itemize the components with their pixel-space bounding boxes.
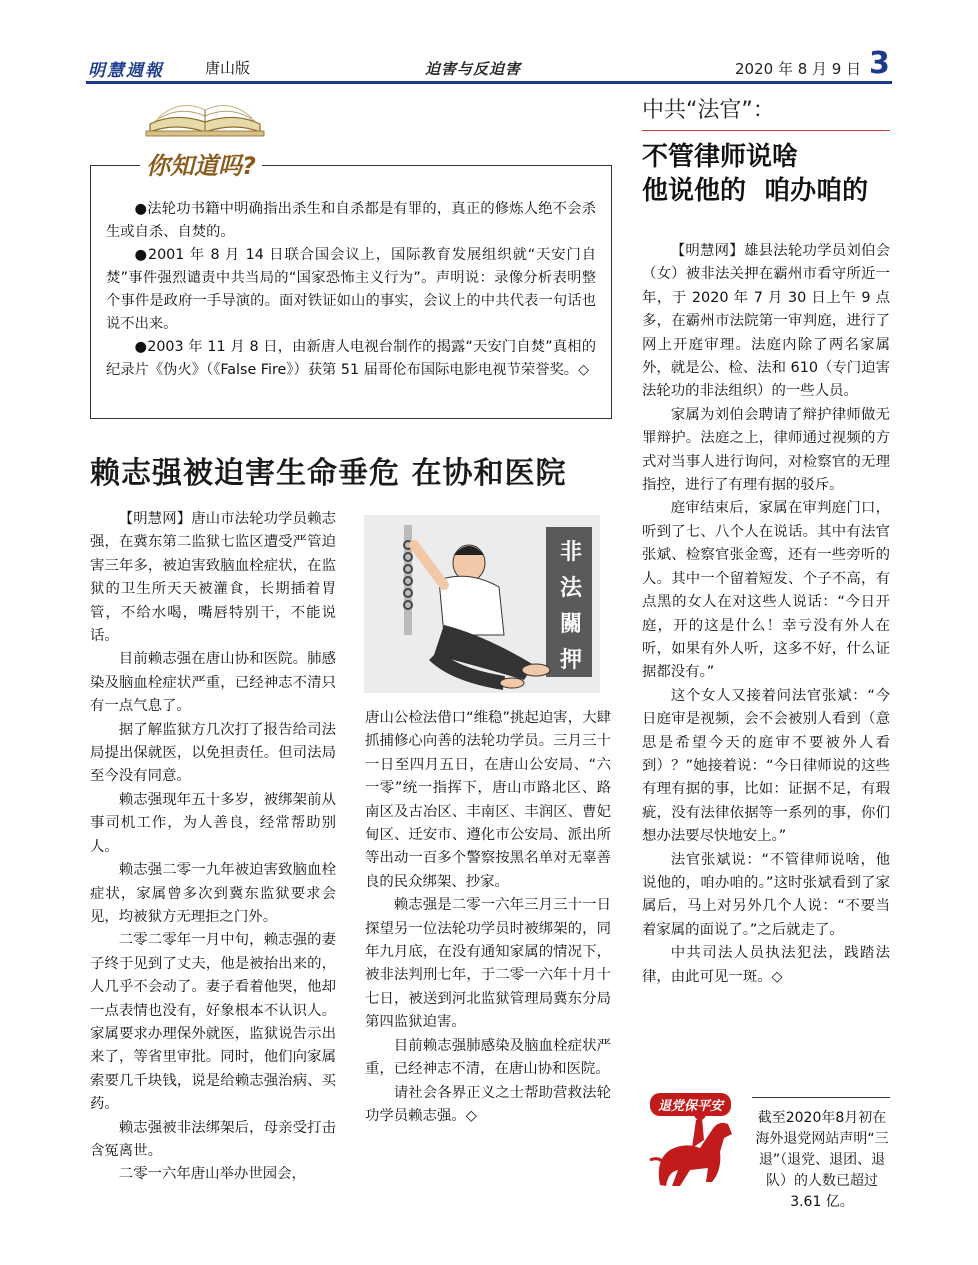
stat-rule xyxy=(752,1097,890,1098)
illustration-caption: 非法關押 xyxy=(559,540,582,673)
article-paragraph: 中共司法人员执法犯法，践踏法律，由此可见一斑。◇ xyxy=(642,945,890,985)
article2-kicker: 中共“法官”： xyxy=(642,98,775,123)
masthead-edition: 唐山版 xyxy=(205,59,251,77)
did-you-know-item: ●2001 年 8 月 14 日联合国会议上，国际教育发展组织就“天安门自焚”事件强烈谴责中共当局的“国家恐怖主义行为”。声明说：录像分析表明整个事件是政府一手导演的。面对铁证如山的事实，会议上的中共代表一句话也说不出来。 xyxy=(106,247,596,332)
article-paragraph: 据了解监狱方几次打了报告给司法局提出保就医，以免担责任。但司法局至今没有同意。 xyxy=(90,721,336,785)
article2-headline-line2: 他说他的 咱办咱的 xyxy=(642,176,869,206)
did-you-know-item: ●2003 年 11 月 8 日，由新唐人电视台制作的揭露“天安门自焚”真相的纪录片《伪火》（《False Fire》）获第 51 届哥伦布国际电影电视节荣誉奖。◇ xyxy=(106,339,596,378)
article2-body xyxy=(642,240,890,989)
article-paragraph: 赖志强现年五十多岁，被绑架前从事司机工作，为人善良，经常帮助别人。 xyxy=(90,791,336,855)
article-paragraph: 赖志强是二零一六年三月三十一日探望另一位法轮功学员时被绑架的，同年九月底，在没有通知家属的情况下，被非法判刑七年，于二零一六年十月十七日，被送到河北监狱管理局冀东分局第四监狱迫害。 xyxy=(365,897,611,1031)
article-paragraph: 唐山公检法借口“维稳”挑起迫害，大肆抓捕修心向善的法轮功学员。三月三十一日至四月五日，在唐山公安局、“六一零”统一指挥下，唐山市路北区、路南区及古冶区、丰南区、丰润区、曹妃甸区、迁安市、遵化市公安局、派出所等出动一百多个警察按黑名单对无辜善良的民众绑架、抄家。 xyxy=(365,710,611,890)
article-column-2 xyxy=(365,707,611,1128)
article-paragraph: 请社会各界正义之士帮助营救法轮功学员赖志强。◇ xyxy=(365,1084,611,1124)
article-paragraph: 二零二零年一月中旬，赖志强的妻子终于见到了丈夫，他是被抬出来的，人几乎不会动了。妻子看着他哭，他却一点表情也没有，好象根本不认识人。家属要求办理保外就医，监狱说告示出来了，等省里审批。同时，他们向家属索要几千块钱，说是给赖志强治病、买药。 xyxy=(90,932,336,1113)
did-you-know-text xyxy=(106,198,596,382)
article-paragraph: 目前赖志强肺感染及脑血栓症状严重，已经神志不清，在唐山协和医院。 xyxy=(365,1037,611,1078)
masthead-paper-name: 明慧週報 xyxy=(88,61,164,81)
quit-party-logo-label: 退党保平安 xyxy=(650,1093,731,1116)
article-paragraph: 【明慧网】雄县法轮功学员刘伯会（女）被非法关押在霸州市看守所近一年，于 2020 年 7 月 30 日上午 9 点多，在霸州市法院第一审判庭，进行了网上开庭审理。法庭内除了两名家属外，就是公、检、法和 610（专门迫害法轮功的非法组织）的一些人员。 xyxy=(642,243,890,400)
article-paragraph: 赖志强被非法绑架后，母亲受打击含冤离世。 xyxy=(90,1119,336,1159)
article-paragraph: 【明慧网】唐山市法轮功学员赖志强，在冀东第二监狱七监区遭受严管迫害三年多，被迫害致脑血栓症状，在监狱的卫生所天天被灌食，长期插着胃管，不给水喝，嘴唇特别干，不能说话。 xyxy=(90,511,336,645)
article-paragraph: 二零一六年唐山举办世园会， xyxy=(118,1166,306,1183)
did-you-know-title: 你知道吗? xyxy=(140,146,262,181)
header-rule xyxy=(86,81,892,84)
article2-headline xyxy=(642,140,890,208)
quit-party-stat: 截至2020年8月初在海外退党网站声明“三退”（退党、退团、退队）的人数已超过 3.61 亿。 xyxy=(755,1110,889,1210)
article-paragraph: 赖志强二零一九年被迫害致脑血栓症状，家属曾多次到冀东监狱要求会见，均被狱方无理拒之门外。 xyxy=(90,862,336,925)
article2-rule xyxy=(642,130,890,131)
article2-headline-line1: 不管律师说啥 xyxy=(642,142,799,172)
article-paragraph: 庭审结束后，家属在审判庭门口，听到了七、八个人在说话。其中有法官张斌、检察官张金鸾，还有一些旁听的人。其中一个留着短发、个子不高，有点黑的女人在对这些人说话：“今日开庭，开的这是什么！幸亏没有外人在听，如果有外人听，这多不好，什么证据都没有。” xyxy=(642,500,890,681)
article-paragraph: 这个女人又接着问法官张斌：“今日庭审是视频，会不会被别人看到（意思是希望今天的庭审不要被外人看到）？”她接着说：“今日律师说的这些有理有据的事，比如：证据不足，有瑕疵，没有法律依据等一系列的事，你们想办法要尽快地安上。” xyxy=(642,687,890,845)
section-title: 迫害与反迫害 xyxy=(425,60,522,78)
article-paragraph: 家属为刘伯会聘请了辩护律师做无罪辩护。法庭之上，律师通过视频的方式对当事人进行询问，对检察官的无理指控，进行了有理有据的驳斥。 xyxy=(642,406,890,494)
did-you-know-item: ●法轮功书籍中明确指出杀生和自杀都是有罪的，真正的修炼人绝不会杀生或自杀、自焚的。 xyxy=(106,201,596,240)
article-paragraph: 法官张斌说：“不管律师说啥，他说他的，咱办咱的。”这时张斌看到了家属后，马上对另外几个人说：“不要当着家属的面说了。”之后就走了。 xyxy=(642,851,890,938)
article-column-1 xyxy=(90,508,336,1187)
open-book-icon xyxy=(140,94,270,138)
article-headline: 赖志强被迫害生命垂危 在协和医院 xyxy=(90,456,567,491)
page-number: 3 xyxy=(869,46,890,81)
issue-date: 2020 年 8 月 9 日 xyxy=(735,60,862,78)
article-paragraph: 目前赖志强在唐山协和医院。肺感染及脑血栓症状严重，已经神志不清只有一点气息了。 xyxy=(90,651,336,715)
